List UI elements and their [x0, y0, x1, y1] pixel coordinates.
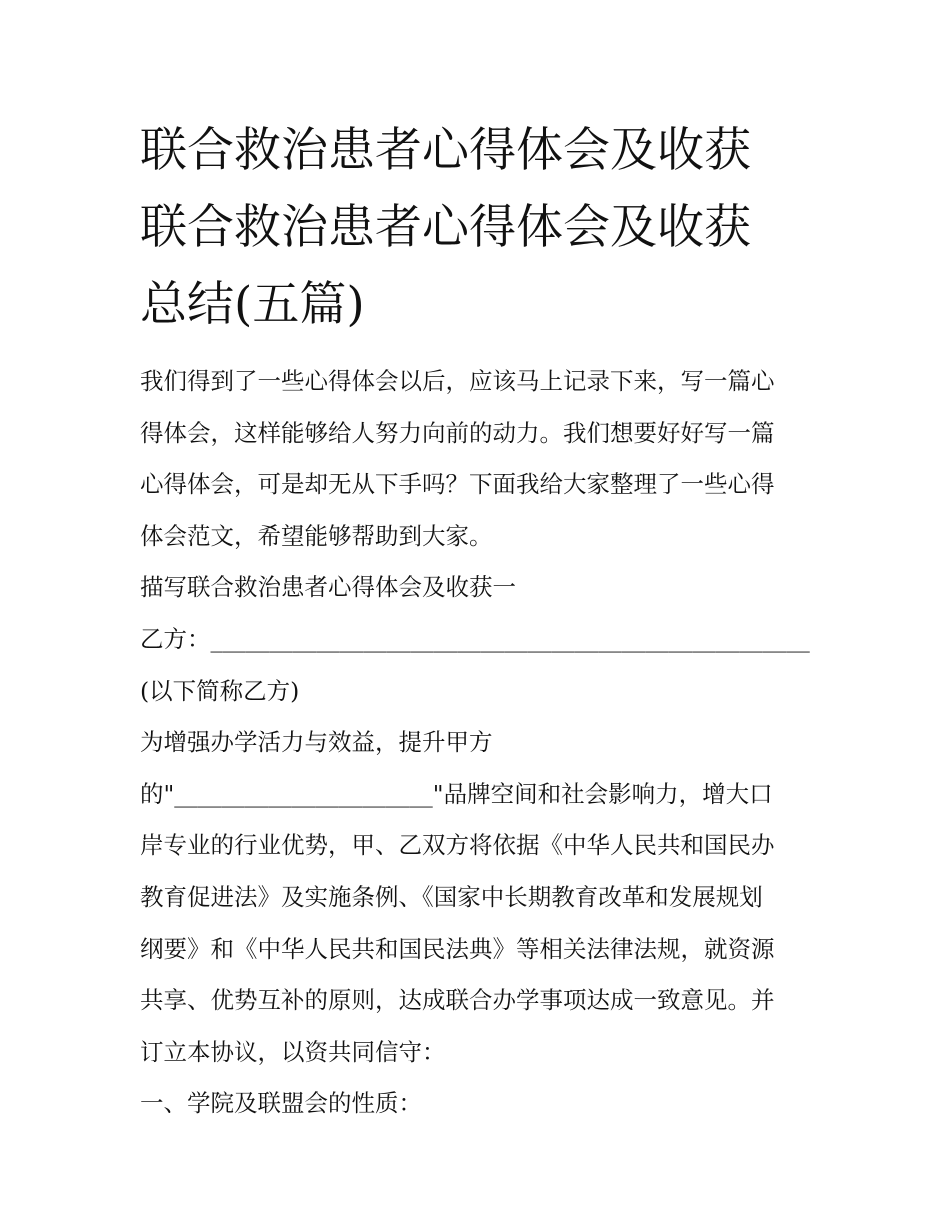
clause-heading: 一、学院及联盟会的性质： — [140, 1089, 422, 1118]
title-line-3: 总结(五篇) — [140, 277, 365, 332]
body-line-2: 的"______________________"品牌空间和社会影响力，增大口 — [140, 779, 773, 808]
party-b-line: 乙方：___________________________________________________ — [140, 624, 810, 653]
intro-line-1: 我们得到了一些心得体会以后，应该马上记录下来，写一篇心 — [140, 367, 775, 395]
body-line-4: 教育促进法》及实施条例、《国家中长期教育改革和发展规划 — [140, 882, 763, 911]
intro-line-3: 心得体会，可是却无从下手吗？下面我给大家整理了一些心得 — [140, 470, 775, 499]
intro-line-2: 得体会，这样能够给人努力向前的动力。我们想要好好写一篇 — [140, 418, 775, 447]
title-line-2: 联合救治患者心得体会及收获 — [140, 200, 751, 255]
body-line-5: 纲要》和《中华人民共和国民法典》等相关法律法规，就资源 — [140, 934, 775, 963]
document-body — [140, 356, 810, 1130]
body-line-6: 共享、优势互补的原则，达成联合办学事项达成一致意见。并 — [140, 986, 775, 1015]
document-title — [140, 112, 820, 343]
party-b-abbrev: (以下简称乙方) — [140, 676, 300, 705]
body-line-1: 为增强办学活力与效益，提升甲方 — [140, 728, 493, 757]
intro-line-4: 体会范文，希望能够帮助到大家。 — [140, 521, 493, 550]
title-line-1: 联合救治患者心得体会及收获 — [140, 123, 751, 178]
section-heading: 描写联合救治患者心得体会及收获一 — [140, 573, 516, 602]
body-line-7: 订立本协议，以资共同信守： — [140, 1037, 446, 1066]
body-line-3: 岸专业的行业优势，甲、乙双方将依据《中华人民共和国民办 — [140, 831, 775, 860]
